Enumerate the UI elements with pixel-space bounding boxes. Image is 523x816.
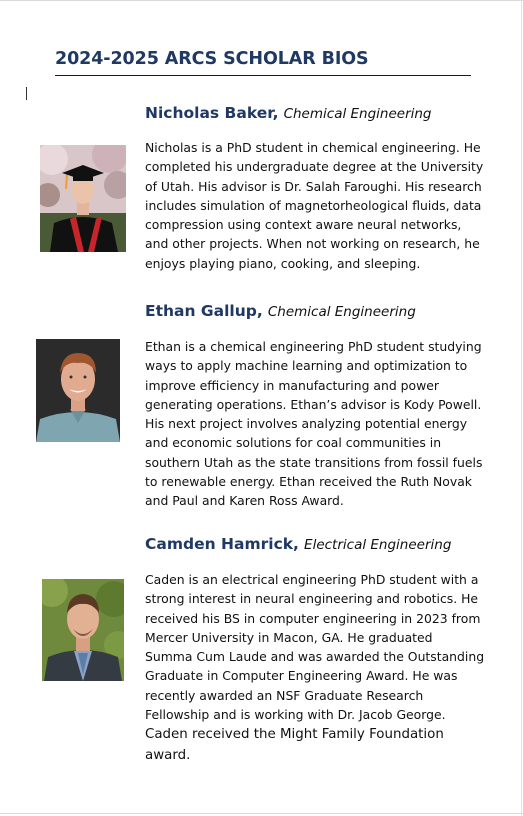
bio-line: recently awarded an NSF Graduate Research [145, 687, 424, 703]
page-bottom-border [0, 813, 523, 814]
scholar-name: Ethan Gallup, [145, 302, 263, 320]
bio-line: and Paul and Karen Ross Award. [145, 493, 344, 509]
bio-line: Mercer University in Macon, GA. He graduated [145, 629, 433, 645]
bio-line: strong interest in neural engineering and robotics. He [145, 591, 479, 607]
page-top-border [0, 0, 523, 1]
bio-line: and other projects. When not working on research, he [145, 236, 480, 252]
scholar-name-line [145, 103, 432, 122]
bio-line: Graduate in Computer Engineering Award. He was [145, 668, 458, 684]
bio-line: received his BS in computer engineering in 2023 from [145, 610, 481, 626]
scholar-department: Electrical Engineering [304, 537, 452, 553]
bio-line: and economic solutions for coal communities in [145, 435, 442, 451]
bio-line: enjoys playing piano, cooking, and sleeping. [145, 255, 421, 271]
bio-line: award. [145, 748, 191, 764]
bio-line: His next project involves analyzing potential energy [145, 416, 468, 432]
scholar-department: Chemical Engineering [267, 304, 416, 320]
bio-line: includes simulation of magnetorheological fluids, data [145, 197, 482, 213]
bio-line: Summa Cum Laude and was awarded the Outstanding [145, 649, 485, 665]
page-title: 2024-2025 ARCS SCHOLAR BIOS [55, 49, 369, 69]
bio-line: Caden received the Might Family Foundation [145, 727, 444, 743]
scholar-photo-camden [42, 579, 124, 681]
page-right-border [521, 0, 522, 816]
bio-line: completed his undergraduate degree at the University [145, 159, 484, 175]
scholar-name-line [145, 301, 416, 320]
bio-line: generating operations. Ethan’s advisor is Kody Powell. [145, 396, 482, 412]
scholar-name-line [145, 534, 451, 553]
scholar-photo-ethan [36, 339, 120, 442]
bio-line: improve efficiency in manufacturing and power [145, 377, 439, 393]
scholar-photo-nicholas [40, 145, 126, 252]
scholar-bio [145, 337, 483, 511]
scholar-department: Chemical Engineering [283, 106, 432, 122]
bio-line: Ethan is a chemical engineering PhD student studying [145, 339, 482, 354]
scholar-bio [145, 570, 485, 766]
bio-line: Caden is an electrical engineering PhD student with a [145, 572, 479, 587]
scholar-name: Nicholas Baker, [145, 104, 279, 122]
bio-line: southern Utah as the state transitions from fossil fuels [145, 454, 483, 470]
text-cursor [26, 87, 27, 100]
scholar-name: Camden Hamrick, [145, 535, 299, 553]
scholar-bio [145, 138, 484, 273]
bio-line: ways to apply machine learning and optimization to [145, 358, 468, 374]
bio-line: to renewable energy. Ethan received the Ruth Novak [145, 474, 472, 490]
title-underline [55, 75, 471, 76]
bio-line: Fellowship and is working with Dr. Jacob George. [145, 707, 446, 723]
bio-line: of Utah. His advisor is Dr. Salah Faroughi. His research [145, 178, 482, 194]
bio-line: compression using context aware neural networks, [145, 217, 462, 233]
bio-line: Nicholas is a PhD student in chemical engineering. He [145, 140, 481, 155]
